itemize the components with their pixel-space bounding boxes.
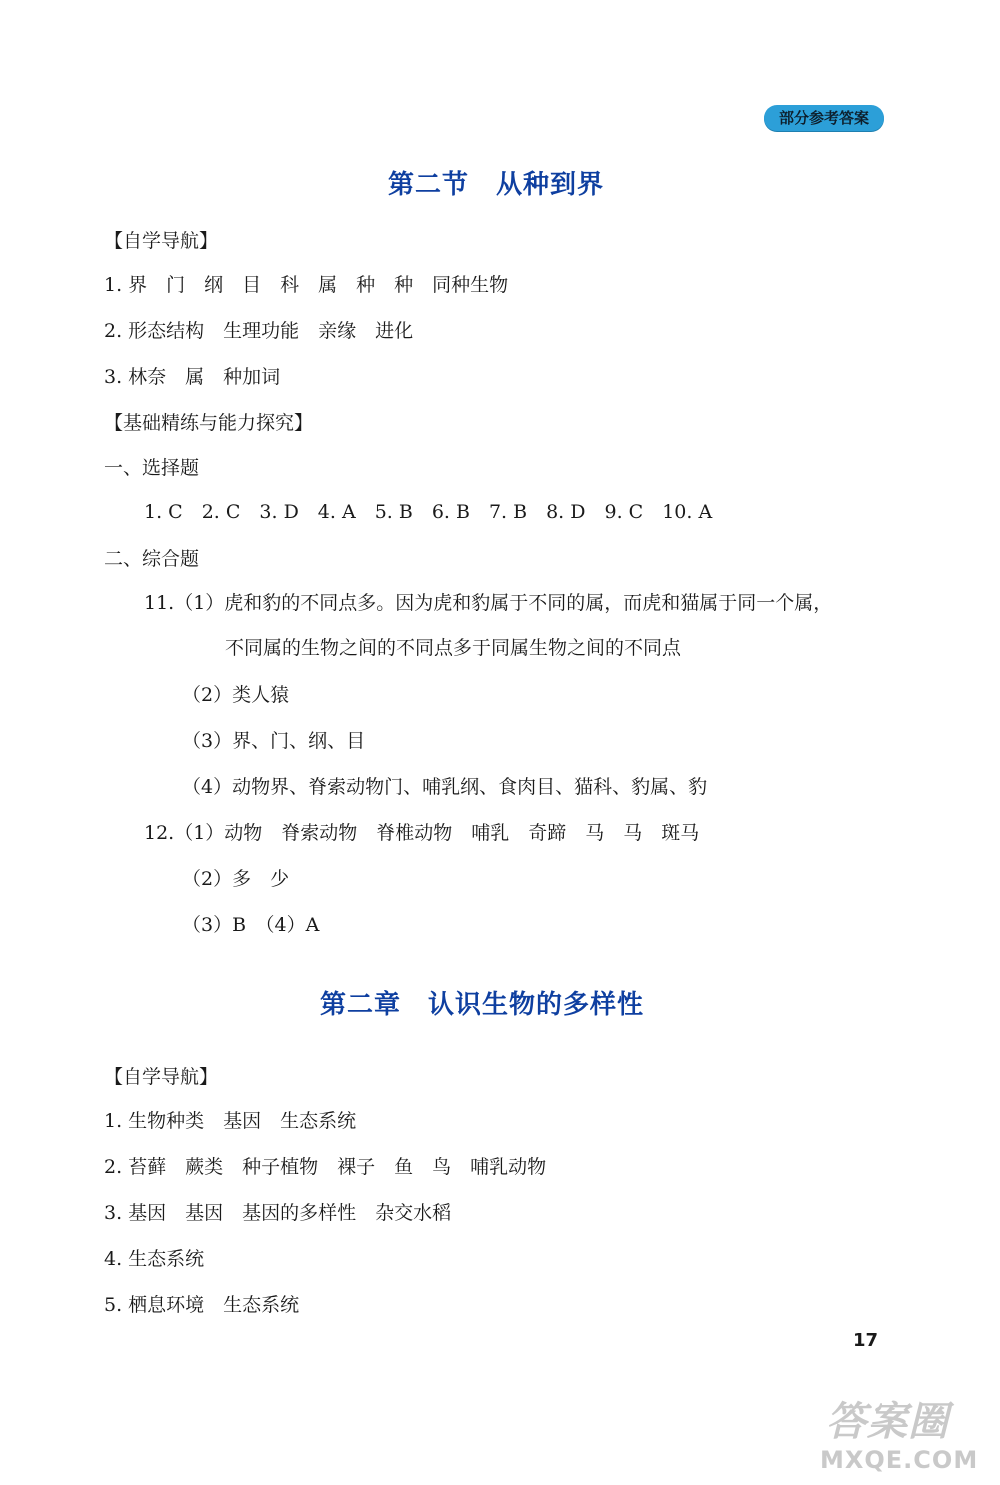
page-number: 17	[853, 1330, 879, 1351]
self-study-heading: 【自学导航】	[104, 1066, 219, 1088]
self-study-item: 4. 生态系统	[104, 1248, 205, 1270]
self-study-item: 3. 基因 基因 基因的多样性 杂交水稻	[104, 1202, 452, 1224]
self-study-item: 1. 生物种类 基因 生态系统	[104, 1110, 357, 1132]
practice-heading: 【基础精练与能力探究】	[104, 412, 314, 434]
self-study-item: 1. 界 门 纲 目 科 属 种 种 同种生物	[104, 274, 509, 296]
self-study-item: 5. 栖息环境 生态系统	[104, 1294, 300, 1316]
self-study-item: 2. 形态结构 生理功能 亲缘 进化	[104, 320, 414, 342]
multiple-choice-answers: 1. C 2. C 3. D 4. A 5. B 6. B 7. B 8. D 9. C 10. A	[144, 501, 713, 523]
q11-part3: （3）界、门、纲、目	[182, 730, 366, 752]
q11-part1-continued: 不同属的生物之间的不同点多于同属生物之间的不同点	[225, 637, 682, 659]
self-study-item: 3. 林奈 属 种加词	[104, 366, 281, 388]
self-study-item: 2. 苔藓 蕨类 种子植物 裸子 鱼 鸟 哺乳动物	[104, 1156, 547, 1178]
q12-part3-4: （3）B （4）A	[182, 914, 320, 936]
watermark-logo: 答案圈	[826, 1399, 949, 1445]
watermark-domain: MXQE.COM	[820, 1446, 979, 1474]
multiple-choice-heading: 一、选择题	[104, 457, 200, 479]
q12-part1: 12.（1）动物 脊索动物 脊椎动物 哺乳 奇蹄 马 马 斑马	[144, 822, 700, 844]
q12-part2: （2）多 少	[182, 868, 290, 890]
answer-section-badge: 部分参考答案	[764, 105, 884, 131]
q11-part1: 11.（1）虎和豹的不同点多。因为虎和豹属于不同的属，而虎和猫属于同一个属，	[144, 592, 833, 614]
q11-part4: （4）动物界、脊索动物门、哺乳纲、食肉目、猫科、豹属、豹	[182, 776, 708, 798]
q11-part2: （2）类人猿	[182, 684, 290, 706]
chapter-title: 第二章 认识生物的多样性	[320, 990, 645, 1020]
comprehensive-heading: 二、综合题	[104, 548, 200, 570]
self-study-heading: 【自学导航】	[104, 230, 219, 252]
section-title: 第二节 从种到界	[388, 170, 605, 200]
